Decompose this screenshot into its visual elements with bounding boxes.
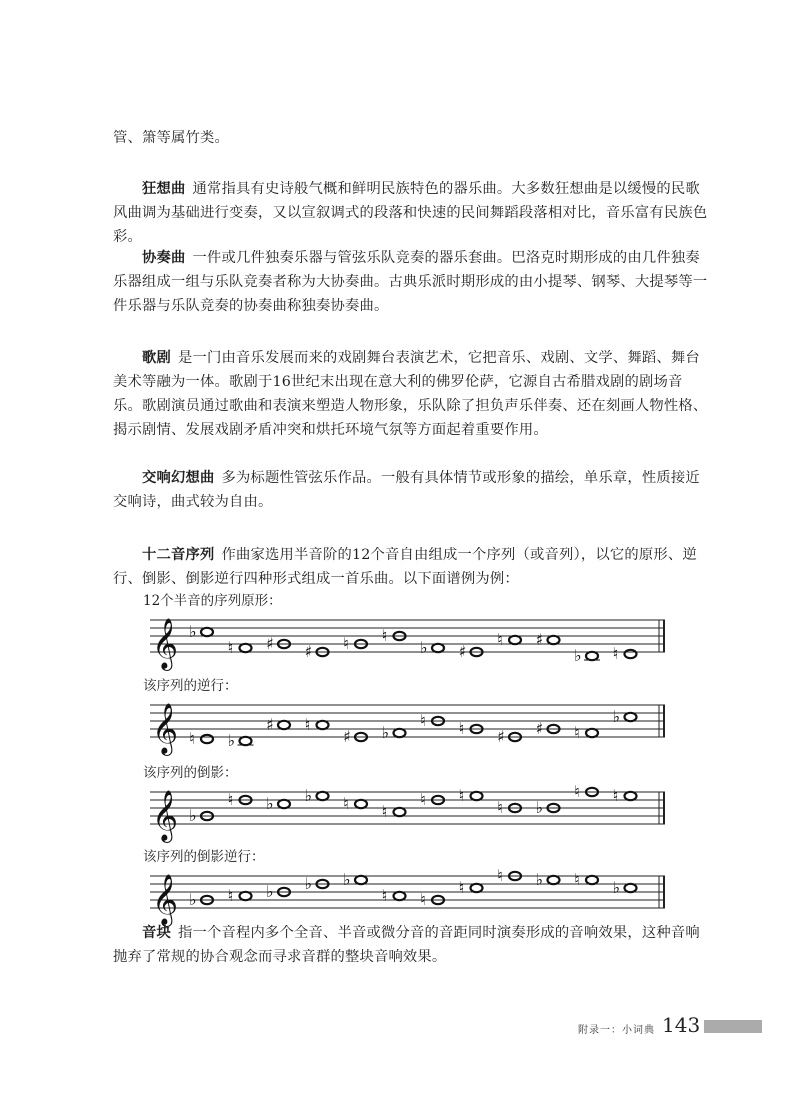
- flat-accidental-icon: ♭: [304, 786, 313, 805]
- natural-accidental-icon: ♮: [612, 644, 619, 663]
- note: [266, 794, 290, 813]
- flat-accidental-icon: ♭: [535, 870, 544, 889]
- natural-accidental-icon: ♮: [227, 886, 234, 905]
- treble-clef-icon: 𝄞: [152, 703, 179, 754]
- whole-note-head: [201, 735, 213, 743]
- whole-note-head: [240, 892, 252, 900]
- natural-accidental-icon: ♮: [381, 802, 388, 821]
- note: [459, 786, 483, 805]
- term-rhapsody: 狂想曲: [142, 181, 186, 197]
- note: [228, 886, 252, 905]
- term-opera: 歌剧: [142, 350, 171, 366]
- natural-accidental-icon: ♮: [227, 790, 234, 809]
- sharp-accidental-icon: ♯: [497, 727, 505, 746]
- whole-note-head: [278, 800, 290, 808]
- natural-accidental-icon: ♮: [227, 638, 234, 657]
- paragraph-text: 多为标题性管弦乐作品。一般有具体情节或形象的描绘，单乐章，性质接近交响诗，曲式较为自由。: [113, 470, 700, 510]
- whole-note-head: [548, 876, 560, 884]
- paragraph-concerto: [113, 246, 710, 318]
- sharp-accidental-icon: ♯: [266, 634, 274, 653]
- natural-accidental-icon: ♮: [497, 866, 503, 885]
- paragraph-opera: [113, 346, 710, 442]
- music-staff-retrograde: [150, 695, 665, 755]
- natural-accidental-icon: ♮: [420, 890, 426, 909]
- flat-accidental-icon: ♭: [535, 798, 544, 817]
- flat-accidental-icon: ♭: [304, 874, 313, 893]
- sharp-accidental-icon: ♯: [304, 642, 313, 661]
- treble-clef-icon: 𝄞: [152, 618, 179, 669]
- whole-note-head: [586, 729, 598, 737]
- staff-svg: [150, 695, 665, 755]
- flat-accidental-icon: ♭: [381, 723, 390, 742]
- note: [459, 878, 483, 897]
- footer-decorative-bar: [704, 1020, 762, 1033]
- paragraph-text: 通常指具有史诗般气概和鲜明民族特色的器乐曲。大多数狂想曲是以缓慢的民歌风曲调为基础进行变奏，又以宣叙调式的段落和快速的民间舞蹈段落相对比，音乐富有民族色彩。: [113, 181, 708, 245]
- note: [382, 723, 406, 742]
- term-symphonic-fantasy: 交响幻想曲: [142, 470, 215, 486]
- note: [382, 802, 406, 821]
- natural-accidental-icon: ♮: [497, 798, 503, 817]
- whole-note-head: [471, 792, 483, 800]
- staff-svg: [150, 782, 665, 842]
- natural-accidental-icon: ♮: [381, 626, 388, 645]
- paragraph-text: 管、箫等属竹类。: [113, 130, 229, 146]
- note: [266, 715, 290, 734]
- whole-note-head: [201, 628, 213, 636]
- whole-note-head: [548, 636, 560, 644]
- whole-note-head: [355, 800, 367, 808]
- note: [613, 786, 637, 805]
- paragraph-symphonic-fantasy: [113, 466, 710, 514]
- paragraph-twelve-tone: [113, 543, 710, 591]
- sharp-accidental-icon: ♯: [535, 630, 544, 649]
- paragraph-tone-cluster: [113, 921, 710, 969]
- natural-accidental-icon: ♮: [574, 870, 580, 889]
- flat-accidental-icon: ♭: [574, 646, 582, 665]
- natural-accidental-icon: ♮: [420, 790, 426, 809]
- sharp-accidental-icon: ♯: [535, 719, 544, 738]
- whole-note-head: [625, 650, 637, 658]
- term-tone-cluster: 音块: [142, 925, 171, 941]
- footer-section-label: 附录一：小词典: [578, 1025, 655, 1036]
- music-staff-inversion: [150, 782, 665, 842]
- note: [343, 794, 367, 813]
- whole-note-head: [240, 737, 252, 745]
- natural-accidental-icon: ♮: [458, 878, 465, 897]
- paragraph-text: 指一个音程内多个全音、半音或微分音的音距同时演奏形成的音响效果，这种音响抛弃了常规的协合观念而寻求音群的整块音响效果。: [113, 925, 700, 965]
- natural-accidental-icon: ♮: [574, 782, 580, 801]
- natural-accidental-icon: ♮: [189, 729, 195, 748]
- whole-note-head: [625, 884, 637, 892]
- staff-svg: [150, 866, 665, 926]
- natural-accidental-icon: ♮: [574, 723, 580, 742]
- note: [189, 729, 213, 748]
- whole-note-head: [509, 636, 521, 644]
- whole-note-head: [240, 644, 252, 652]
- note: [574, 723, 598, 742]
- note: [305, 715, 329, 734]
- sharp-accidental-icon: ♯: [266, 715, 274, 734]
- flat-accidental-icon: ♭: [420, 638, 428, 657]
- example-caption: 该序列的倒影逆行：: [143, 849, 265, 865]
- paragraph-continuation: [113, 126, 710, 150]
- paragraph-text: 作曲家选用半音阶的12个音自由组成一个序列（或音列），以它的原形、逆行、倒影、倒影逆行四种形式组成一首乐曲。以下面谱例为例：: [113, 547, 697, 587]
- whole-note-head: [394, 808, 406, 816]
- flat-accidental-icon: ♭: [189, 890, 197, 909]
- example-caption: 12个半音的序列原形：: [143, 593, 282, 609]
- whole-note-head: [586, 876, 598, 884]
- paragraph-rhapsody: [113, 177, 710, 249]
- note: [574, 870, 598, 889]
- note: [536, 630, 560, 649]
- natural-accidental-icon: ♮: [420, 711, 426, 730]
- music-staff-prime: [150, 610, 665, 670]
- natural-accidental-icon: ♮: [612, 786, 619, 805]
- term-twelve-tone: 十二音序列: [142, 547, 215, 563]
- flat-accidental-icon: ♭: [227, 731, 236, 750]
- whole-note-head: [394, 729, 406, 737]
- example-caption: 该序列的倒影：: [143, 765, 238, 781]
- note: [305, 786, 329, 805]
- note: [574, 646, 600, 665]
- term-concerto: 协奏曲: [142, 250, 186, 266]
- flat-accidental-icon: ♭: [612, 707, 621, 726]
- whole-note-head: [317, 792, 329, 800]
- sharp-accidental-icon: ♯: [343, 727, 351, 746]
- whole-note-head: [625, 713, 637, 721]
- whole-note-head: [625, 792, 637, 800]
- whole-note-head: [278, 721, 290, 729]
- note: [228, 731, 254, 750]
- music-staff-retrograde-inversion: [150, 866, 665, 926]
- note: [189, 622, 213, 641]
- natural-accidental-icon: ♮: [458, 786, 465, 805]
- whole-note-head: [317, 721, 329, 729]
- natural-accidental-icon: ♮: [497, 630, 503, 649]
- example-caption: 该序列的逆行：: [143, 678, 238, 694]
- flat-accidental-icon: ♭: [612, 878, 621, 897]
- natural-accidental-icon: ♮: [304, 715, 311, 734]
- note: [228, 638, 252, 657]
- note: [420, 638, 444, 657]
- flat-accidental-icon: ♭: [266, 882, 274, 901]
- note: [497, 630, 521, 649]
- note: [613, 707, 637, 726]
- note: [536, 870, 560, 889]
- note: [382, 886, 406, 905]
- paragraph-text: 是一门由音乐发展而来的戏剧舞台表演艺术，它把音乐、戏剧、文学、舞蹈、舞台美术等融为一体。歌剧于16世纪末出现在意大利的佛罗伦萨，它源自古希腊戏剧的剧场音乐。歌剧演员通过歌曲和表演来塑造人物形象，乐队除了担负声乐伴奏、还在刻画人物性格、揭示剧情、发展戏剧矛盾冲突和烘托环境气氛等方面起着重要作用。: [113, 350, 708, 438]
- sharp-accidental-icon: ♯: [458, 642, 467, 661]
- treble-clef-icon: 𝄞: [152, 874, 179, 925]
- whole-note-head: [586, 652, 598, 660]
- note: [613, 878, 637, 897]
- staff-svg: [150, 610, 665, 670]
- flat-accidental-icon: ♭: [189, 622, 197, 641]
- natural-accidental-icon: ♮: [381, 886, 388, 905]
- natural-accidental-icon: ♮: [458, 719, 465, 738]
- flat-accidental-icon: ♭: [343, 870, 351, 889]
- whole-note-head: [394, 892, 406, 900]
- page-number: 143: [662, 1013, 701, 1037]
- whole-note-head: [471, 884, 483, 892]
- note: [343, 870, 367, 889]
- paragraph-text: 一件或几件独奏乐器与管弦乐队竞奏的器乐套曲。巴洛克时期形成的由几件独奏乐器组成一组与乐队竞奏者称为大协奏曲。古典乐派时期形成的由小提琴、钢琴、大提琴等一件乐器与乐队竞奏的协奏曲称独奏协奏曲。: [113, 250, 708, 314]
- flat-accidental-icon: ♭: [189, 806, 197, 825]
- flat-accidental-icon: ♭: [266, 794, 274, 813]
- note: [613, 644, 637, 663]
- treble-clef-icon: 𝄞: [152, 790, 179, 841]
- whole-note-head: [432, 644, 444, 652]
- natural-accidental-icon: ♮: [343, 794, 349, 813]
- natural-accidental-icon: ♮: [343, 634, 349, 653]
- whole-note-head: [355, 876, 367, 884]
